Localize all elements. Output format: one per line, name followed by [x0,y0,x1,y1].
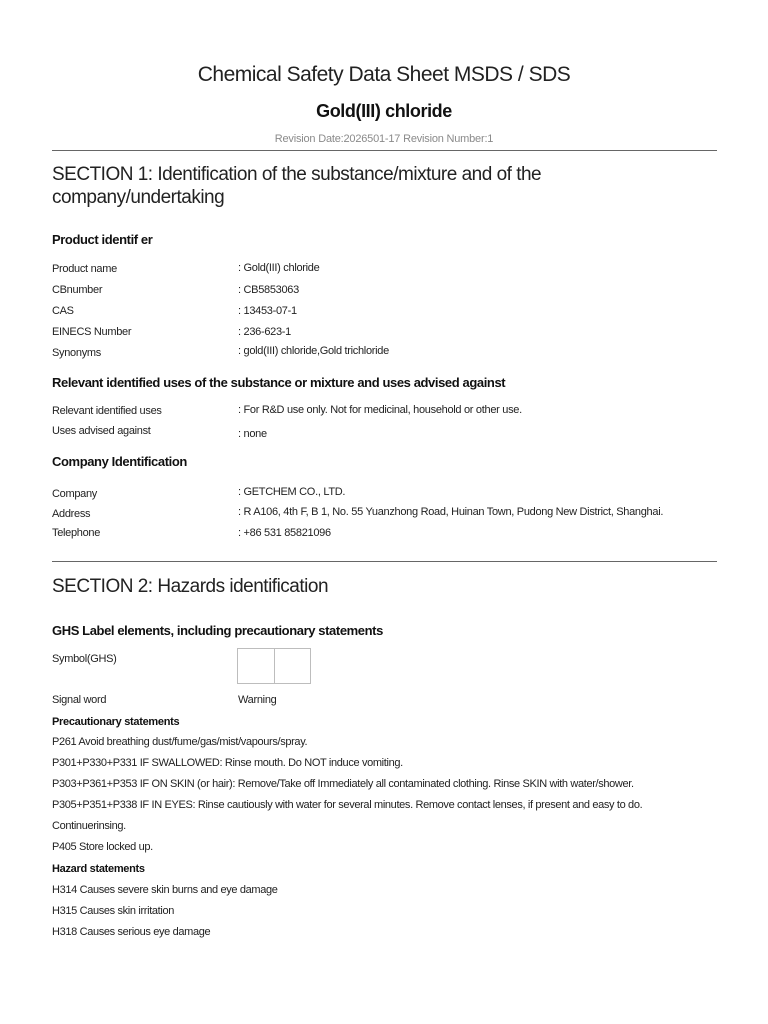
hazard-statements-heading: Hazard statements [52,863,145,875]
substance-name: Gold(III) chloride [316,101,452,121]
einecs-label: EINECS Number [52,326,132,338]
precautionary-statement: P303+P361+P353 IF ON SKIN (or hair): Remove/Take off Immediately all contaminated clothing. Rinse SKIN with water/shower. [52,778,634,790]
cb-number-value: : CB5853063 [238,284,299,296]
hazard-statement: H318 Causes serious eye damage [52,926,211,938]
ghs-symbol-box [237,648,311,684]
synonyms-value: : gold(III) chloride,Gold trichloride [238,345,389,357]
precautionary-statement: P305+P351+P338 IF IN EYES: Rinse cautiously with water for several minutes. Remove contact lenses, if present and easy to do. [52,799,643,811]
signal-word-value: Warning [238,694,277,706]
address-value: : R A106, 4th F, B 1, No. 55 Yuanzhong Road, Huinan Town, Pudong New District, Shanghai. [238,506,664,518]
uses-advised-against-value: : none [238,428,267,440]
cas-value: : 13453-07-1 [238,305,297,317]
telephone-label: Telephone [52,527,101,539]
ghs-pictogram-slot [238,649,274,683]
hazard-statement: H314 Causes severe skin burns and eye damage [52,884,278,896]
document-title: Chemical Safety Data Sheet MSDS / SDS [197,63,571,86]
product-name-value: : Gold(III) chloride [238,262,320,274]
telephone-value: : +86 531 85821096 [238,527,331,539]
cas-label: CAS [52,305,74,317]
header-divider [52,150,717,151]
synonyms-label: Synonyms [52,347,101,359]
relevant-uses-value: : For R&D use only. Not for medicinal, household or other use. [238,404,522,416]
precautionary-statement: P301+P330+P331 IF SWALLOWED: Rinse mouth. Do NOT induce vomiting. [52,757,403,769]
hazard-statement: H315 Causes skin irritation [52,905,174,917]
einecs-value: : 236-623-1 [238,326,291,338]
section-2-heading: SECTION 2: Hazards identification [52,576,329,597]
section-divider [52,561,717,562]
revision-info: Revision Date:2026501-17 Revision Number:1 [274,133,494,145]
address-label: Address [52,508,91,520]
ghs-label-elements-heading: GHS Label elements, including precautionary statements [52,623,383,638]
uses-advised-against-label: Uses advised against [52,425,151,437]
company-label: Company [52,488,97,500]
precautionary-statement: P261 Avoid breathing dust/fume/gas/mist/vapours/spray. [52,736,308,748]
precautionary-statements-heading: Precautionary statements [52,716,180,728]
company-identification-heading: Company Identification [52,454,187,469]
precautionary-statement: P405 Store locked up. [52,841,153,853]
signal-word-label: Signal word [52,694,107,706]
section-1-heading: SECTION 1: Identification of the substance/mixture and of the company/undertaking [52,164,542,208]
company-value: : GETCHEM CO., LTD. [238,486,346,498]
relevant-uses-heading: Relevant identified uses of the substance or mixture and uses advised against [52,375,506,390]
precautionary-statement: Continuerinsing. [52,820,126,832]
symbol-ghs-label: Symbol(GHS) [52,653,117,665]
product-name-label: Product name [52,263,117,275]
ghs-pictogram-slot [274,649,311,683]
product-identifier-heading: Product identif er [52,232,153,247]
cb-number-label: CBnumber [52,284,103,296]
relevant-uses-label: Relevant identified uses [52,405,162,417]
